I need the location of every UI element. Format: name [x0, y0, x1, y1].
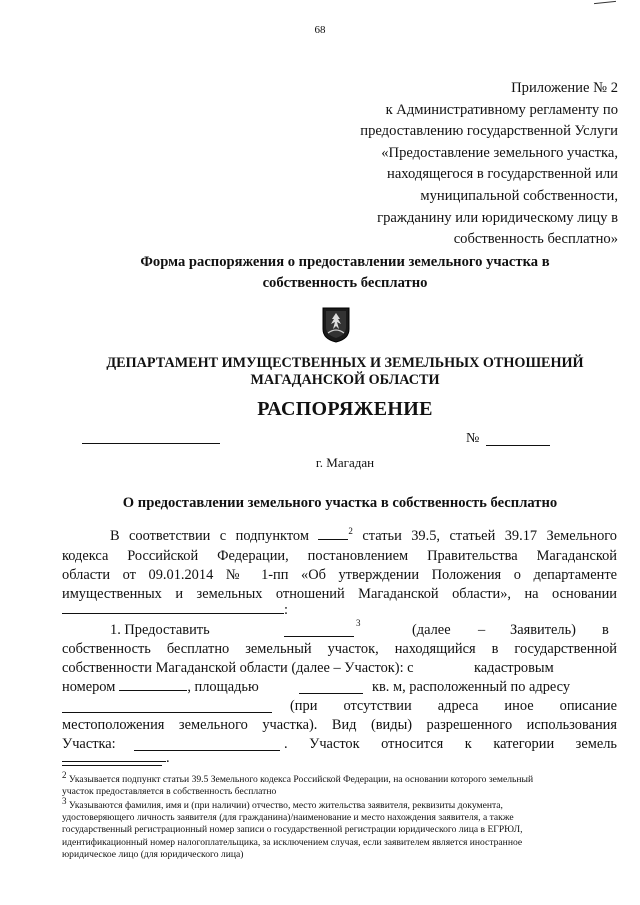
item-line: местоположения земельного участка). Вид (виды) разрешенного использования [62, 717, 617, 733]
department-line: МАГАДАНСКОЙ ОБЛАСТИ [250, 372, 440, 388]
form-title-line: собственность бесплатно [262, 275, 428, 291]
applicant-blank [284, 621, 354, 637]
footnote-text: Указывается подпункт статьи 39.5 Земельного кодекса Российской Федерации, на основании которого земельный [68, 774, 534, 785]
preamble-line: кодекса Российской Федерации, постановлением Правительства Магаданской [62, 548, 617, 564]
footnote-text: юридическое лицо (для юридического лица) [62, 848, 244, 860]
text: . [166, 750, 170, 766]
preamble-line: имущественных и земельных отношений Магаданской области», на основании [62, 586, 617, 602]
scan-mark [594, 1, 616, 4]
footnote-text: участок предоставляется в собственность бесплатно [62, 786, 277, 798]
appendix-line: находящегося в государственной или [387, 166, 618, 183]
footnote-2 [62, 769, 607, 798]
text: в [602, 622, 609, 638]
text: Заявитель) [510, 622, 576, 638]
page-number: 68 [314, 24, 326, 36]
appendix-line: предоставлению государственной Услуги [360, 123, 618, 140]
appendix-line: «Предоставление земельного участка, [381, 144, 618, 161]
footnote-number: 3 [62, 795, 67, 806]
cadastral-number-blank [119, 690, 187, 691]
subparagraph-blank [318, 539, 348, 540]
magadan-coat-of-arms-icon [322, 307, 350, 343]
text: Участка: [62, 736, 116, 752]
item-line: собственность бесплатно земельный участок, находящийся в государственной [62, 641, 617, 657]
text: (далее [412, 622, 451, 638]
appendix-line: Приложение № 2 [511, 80, 618, 96]
footnote-number: 2 [62, 769, 67, 780]
area-blank [299, 678, 363, 694]
footnote-text: удостоверяющего личность заявителя (для гражданина)/наименование и место нахождения заявителя, а также [62, 812, 514, 824]
preamble-line [62, 601, 617, 619]
address-blank [62, 697, 272, 713]
appendix-line: гражданину или юридическому лицу в [377, 209, 618, 226]
footnote-3 [62, 795, 607, 861]
appendix-line: собственность бесплатно» [453, 231, 618, 248]
text: : [284, 602, 288, 618]
department-line: ДЕПАРТАМЕНТ ИМУЩЕСТВЕННЫХ И ЗЕМЕЛЬНЫХ ОТНОШЕНИЙ [106, 355, 584, 371]
text: статьи 39.5, статьей 39.17 Земельного [362, 528, 618, 544]
text: кв. м, расположенный по адресу [372, 679, 571, 695]
land-category-blank [62, 761, 166, 762]
number-blank [486, 445, 550, 446]
preamble-line [62, 527, 617, 545]
city: г. Магадан [315, 455, 375, 470]
item-line [62, 659, 617, 677]
department-name [80, 355, 610, 389]
text: – [478, 622, 486, 638]
preamble-line: области от 09.01.2014 № 1-пп «Об утверждении Положения о департаменте [62, 567, 617, 583]
basis-blank [62, 613, 284, 614]
appendix-line: к Административному регламенту по [385, 101, 618, 118]
date-blank [82, 443, 220, 444]
footnote-separator [62, 765, 162, 766]
text: (при отсутствии адреса иное описание [290, 698, 617, 714]
appendix-line: муниципальной собственности, [420, 187, 618, 204]
form-title [100, 252, 590, 294]
text: , площадью [187, 679, 259, 695]
text: собственности Магаданской области (далее – Участок): с [62, 660, 414, 676]
footnote-text: идентификационный номер налогоплательщика, за исключением случая, если заявителем является иностранное [62, 836, 523, 848]
text: . Участок относится к категории земель [284, 736, 617, 752]
text: В соответствии с подпунктом [110, 528, 309, 544]
text: 1. Предоставить [110, 622, 210, 638]
appendix-block [360, 78, 618, 251]
form-title-line: Форма распоряжения о предоставлении земельного участка в [140, 254, 550, 270]
text: номером [62, 679, 116, 695]
order-subject: О предоставлении земельного участка в собственность бесплатно [122, 495, 558, 511]
footnote-ref: 2 [348, 526, 353, 537]
text: кадастровым [474, 660, 554, 676]
footnote-text: Указываются фамилия, имя и (при наличии) отчество, место жительства заявителя, реквизиты документа, [68, 800, 503, 811]
number-label: № [466, 431, 480, 446]
item-line [62, 678, 617, 696]
footnote-text: государственный регистрационный номер записи о государственной регистрации юридического лица в ЕГРЮЛ, [62, 824, 523, 836]
order-title: РАСПОРЯЖЕНИЕ [257, 398, 433, 420]
